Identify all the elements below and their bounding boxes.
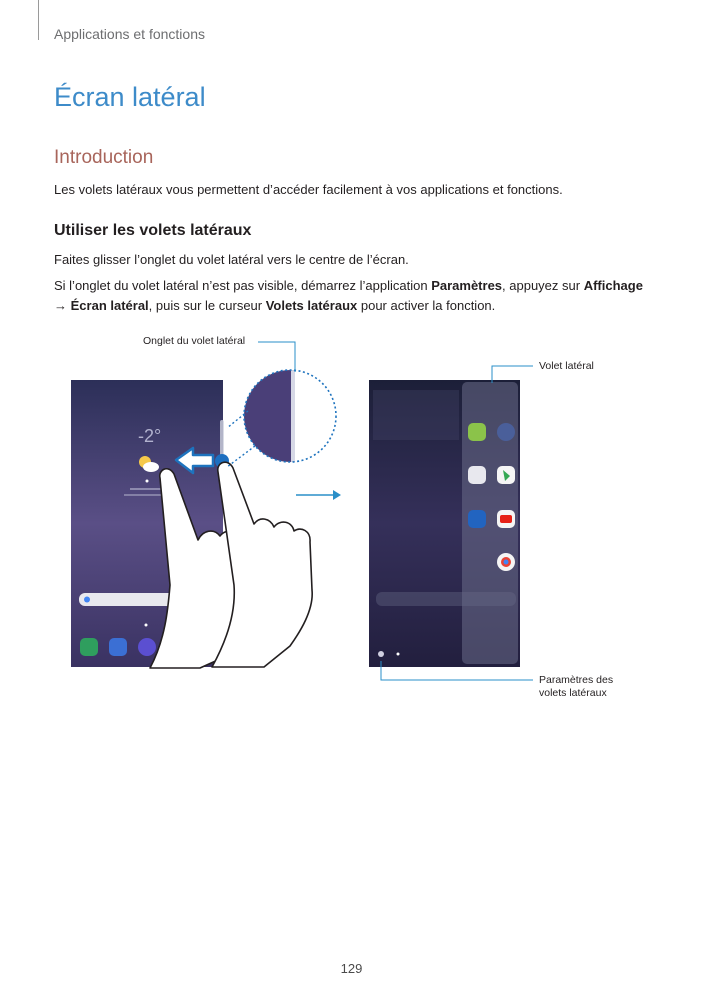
panel-app-icon-2[interactable] xyxy=(497,423,515,441)
usage-line1: Faites glisser l’onglet du volet latéral vers le centre de l’écran. xyxy=(54,252,409,267)
callout-tab-label: Onglet du volet latéral xyxy=(143,335,246,347)
phone-app-icon xyxy=(80,638,98,656)
callout-settings-line2: volets latéraux xyxy=(539,687,607,699)
usage-line3-bold2: Volets latéraux xyxy=(265,298,358,313)
video-app-icon[interactable] xyxy=(468,510,486,528)
page-number: 129 xyxy=(340,961,363,976)
section-label: Applications et fonctions xyxy=(54,26,205,42)
callout-panel-label: Volet latéral xyxy=(539,360,594,372)
usage-line2-mid: , appuyez sur xyxy=(502,278,584,293)
usage-line3-bold1: Écran latéral xyxy=(70,298,149,313)
usage-line3-suffix: pour activer la fonction. xyxy=(357,298,496,313)
edge-panel-screen xyxy=(369,380,520,667)
intro-text: Les volets latéraux vous permettent d’accéder facilement à vos applications et fonctions. xyxy=(54,182,563,197)
magnified-panel-tab xyxy=(227,366,336,467)
internet-app-icon xyxy=(138,638,156,656)
usage-line2-bold2: Affichage xyxy=(583,278,643,293)
weather-temp: -2° xyxy=(138,426,162,446)
usage-line2-bold1: Paramètres xyxy=(431,278,503,293)
panel-settings-icon[interactable] xyxy=(378,651,384,657)
usage-line2-prefix: Si l’onglet du volet latéral n’est pas visible, démarrez l’application xyxy=(54,278,432,293)
panel-app-icon-3[interactable] xyxy=(468,466,486,484)
intro-heading: Introduction xyxy=(54,147,154,168)
usage-heading: Utiliser les volets latéraux xyxy=(54,222,252,239)
page-title: Écran latéral xyxy=(54,82,206,112)
transition-arrow xyxy=(296,490,341,500)
google-icon xyxy=(84,597,90,603)
finger-hand-illustration xyxy=(150,462,312,668)
usage-line3-arrow: → xyxy=(54,298,71,313)
usage-line3-mid: , puis sur le curseur xyxy=(148,298,266,313)
callout-settings-label xyxy=(539,674,613,700)
callout-settings-line1: Paramètres des xyxy=(539,674,614,686)
messages-app-icon xyxy=(109,638,127,656)
panel-app-icon-1[interactable] xyxy=(468,423,486,441)
callout-line-tab xyxy=(258,342,295,372)
